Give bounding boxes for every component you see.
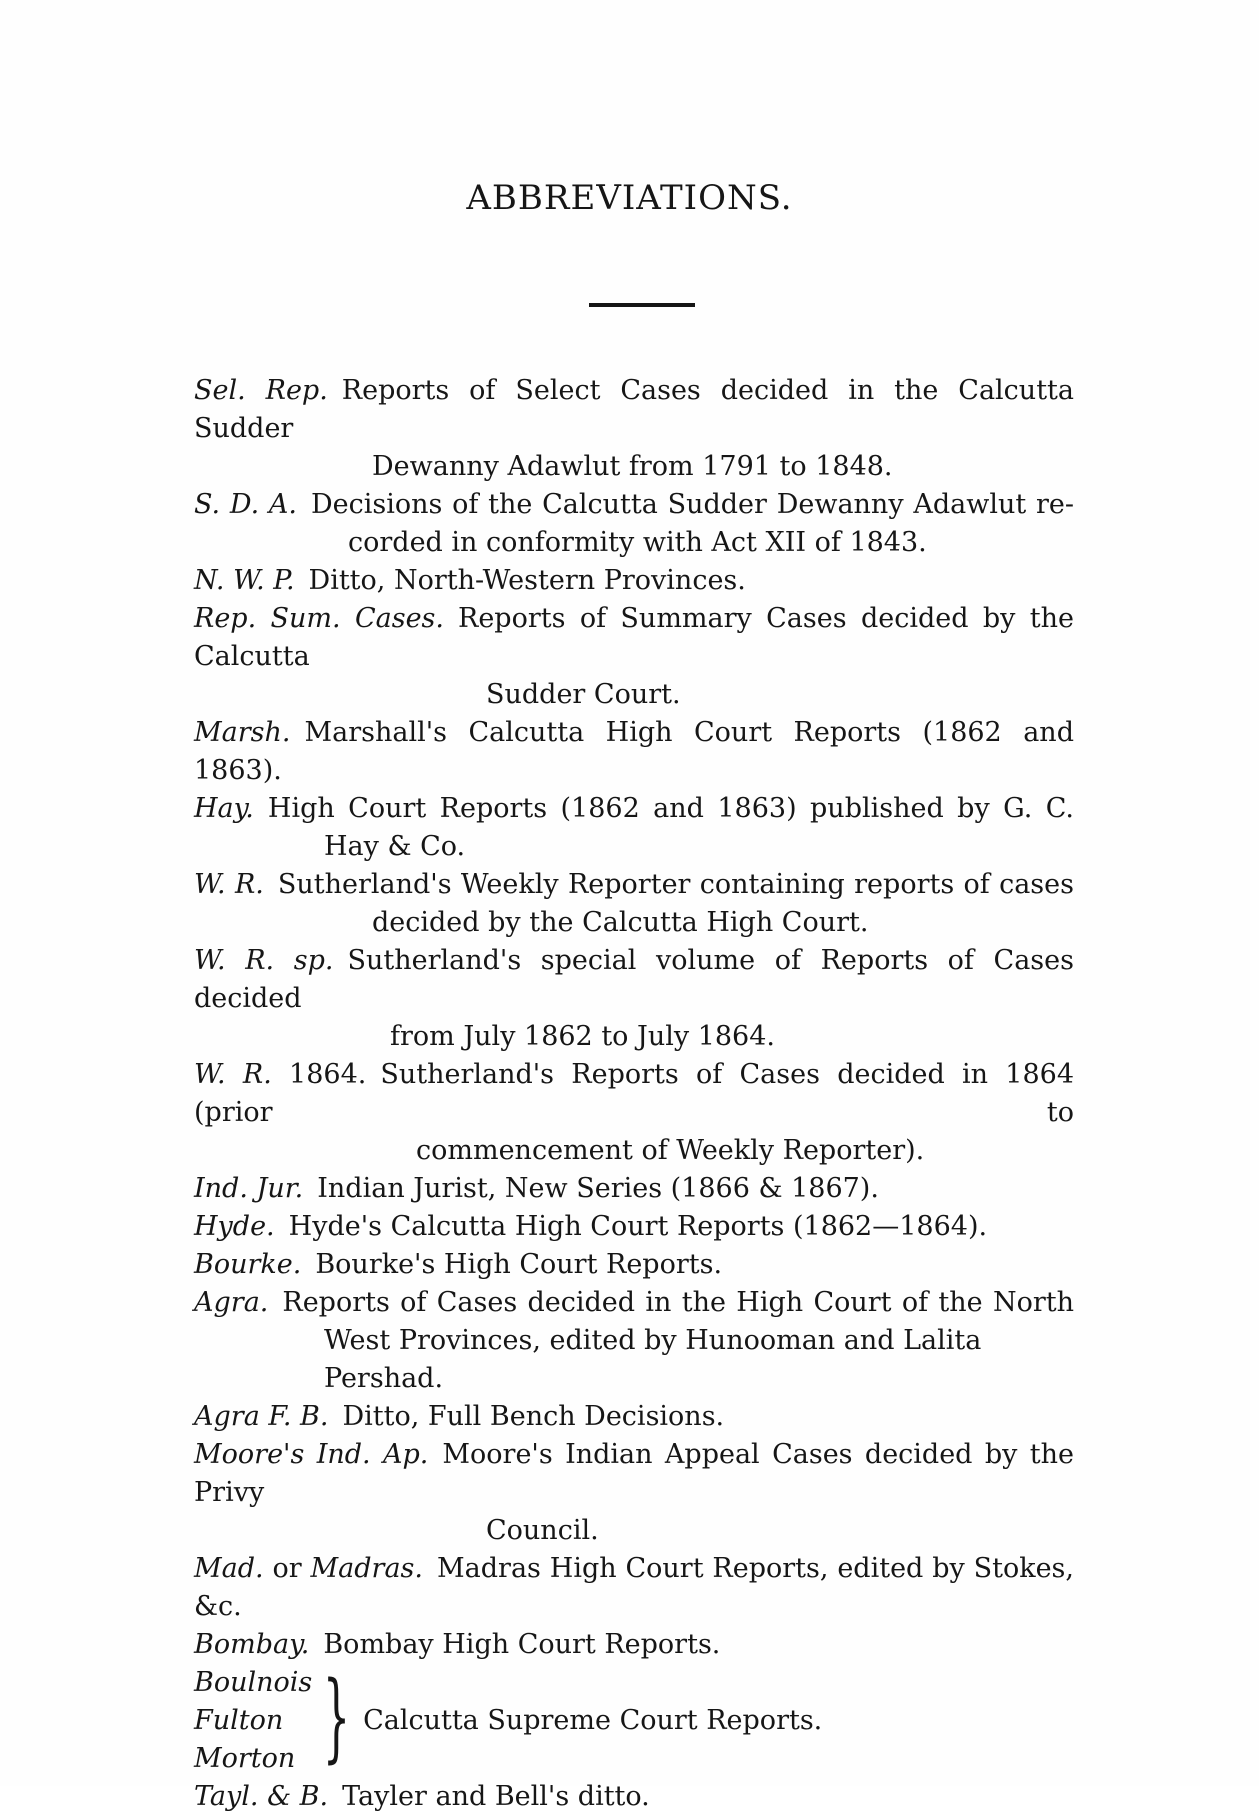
abbreviation-description: Hyde's Calcutta High Court Reports (1862—1864). [288, 1211, 988, 1242]
abbreviation-description-cont: Sudder Court. [486, 679, 681, 710]
abbreviation-term: N. W. P. [194, 565, 295, 596]
abbreviation-description: Decisions of the Calcutta Sudder Dewanny Adawlut re- [311, 489, 1074, 520]
abbreviation-description-cont: West Provinces, edited by Hunooman and Lalita Pershad. [324, 1325, 982, 1394]
abbreviation-term: Fulton [194, 1705, 284, 1736]
abbreviation-term: Hyde. [194, 1211, 275, 1242]
abbreviation-term: Boulnois [194, 1667, 313, 1698]
abbreviation-term: Morton [194, 1743, 296, 1774]
abbreviation-entry [194, 714, 1074, 790]
abbreviation-entry [194, 1284, 1074, 1398]
abbreviation-entry [194, 1626, 1074, 1664]
abbreviation-entry [194, 1550, 1074, 1626]
abbreviation-description: Sutherland's Weekly Reporter containing reports of cases [277, 869, 1074, 900]
abbreviation-description: Tayler and Bell's ditto. [342, 1781, 650, 1812]
braced-abbreviation-group [194, 1661, 1074, 1778]
abbreviation-description: Madras High Court Reports, edited by Stokes, &c. [194, 1553, 1074, 1622]
abbreviation-list [194, 372, 1074, 1816]
abbreviation-entry [194, 600, 1074, 714]
abbreviation-term: Rep. Sum. Cases. [194, 603, 444, 634]
abbreviation-term: S. D. A. [194, 489, 297, 520]
grouped-abbreviation-terms [194, 1664, 316, 1778]
abbreviation-term: W. R. [194, 869, 264, 900]
abbreviation-entry [194, 866, 1074, 942]
curly-brace: } [322, 1661, 351, 1773]
abbreviation-entry [194, 942, 1074, 1056]
abbreviation-description-cont: Hay & Co. [324, 831, 466, 862]
abbreviation-description: High Court Reports (1862 and 1863) published by G. C. [267, 793, 1074, 824]
abbreviation-term: Sel. Rep. [194, 375, 328, 406]
abbreviation-description: Marshall's Calcutta High Court Reports (1862 and 1863). [194, 717, 1074, 786]
abbreviation-term: Bombay. [194, 1629, 310, 1660]
abbreviation-entry [194, 1436, 1074, 1550]
abbreviation-description: Reports of Select Cases decided in the Calcutta Sudder [194, 375, 1074, 444]
abbreviation-description-cont: commencement of Weekly Reporter). [416, 1135, 925, 1166]
abbreviation-description: Moore's Indian Appeal Cases decided by the Privy [194, 1439, 1074, 1508]
abbreviation-description: Reports of Summary Cases decided by the Calcutta [194, 603, 1074, 672]
abbreviation-description: Bombay High Court Reports. [323, 1629, 721, 1660]
title-rule [589, 303, 695, 307]
abbreviation-term: Tayl. & B. [194, 1781, 329, 1812]
abbreviation-description: Sutherland's Reports of Cases decided in 1864 (prior to [194, 1059, 1074, 1128]
abbreviation-term: Mad. or Madras. [194, 1553, 424, 1584]
abbreviation-term: Moore's Ind. Ap. [194, 1439, 429, 1470]
abbreviation-entry [194, 372, 1074, 486]
abbreviation-description-cont: Dewanny Adawlut from 1791 to 1848. [372, 451, 893, 482]
abbreviation-term: W. R. sp. [194, 945, 334, 976]
abbreviation-entry [194, 1170, 1074, 1208]
abbreviation-term: Marsh. [194, 717, 291, 748]
abbreviation-description: Ditto, Full Bench Decisions. [342, 1401, 725, 1432]
abbreviation-description-cont: from July 1862 to July 1864. [390, 1021, 775, 1052]
abbreviation-entry [194, 1208, 1074, 1246]
abbreviation-description-cont: Council. [486, 1515, 599, 1546]
abbreviation-term: Bourke. [194, 1249, 302, 1280]
abbreviation-term: Hay. [194, 793, 254, 824]
abbreviation-entry [194, 562, 1074, 600]
page-title: ABBREVIATIONS. [466, 178, 793, 218]
abbreviation-description-cont: corded in conformity with Act XII of 1843. [348, 527, 927, 558]
abbreviation-description-cont: decided by the Calcutta High Court. [372, 907, 869, 938]
abbreviation-entry [194, 1778, 1074, 1816]
abbreviation-entry [194, 1246, 1074, 1284]
abbreviation-term: Agra F. B. [194, 1401, 329, 1432]
abbreviation-term: Ind. Jur. [194, 1173, 304, 1204]
abbreviation-description: Sutherland's special volume of Reports of Cases decided [194, 945, 1074, 1014]
abbreviation-description: Ditto, North-Western Provinces. [308, 565, 746, 596]
abbreviation-entry [194, 790, 1074, 866]
abbreviation-term: Agra. [194, 1287, 269, 1318]
abbreviation-entry [194, 1056, 1074, 1170]
abbreviation-term: W. R. 1864. [194, 1059, 367, 1090]
abbreviation-description: Reports of Cases decided in the High Court of the North [282, 1287, 1074, 1318]
abbreviation-description: Bourke's High Court Reports. [315, 1249, 723, 1280]
abbreviation-description: Indian Jurist, New Series (1866 & 1867). [317, 1173, 879, 1204]
abbreviation-entry [194, 1398, 1074, 1436]
abbreviation-description: Calcutta Supreme Court Reports. [363, 1705, 823, 1736]
abbreviation-entry [194, 486, 1074, 562]
